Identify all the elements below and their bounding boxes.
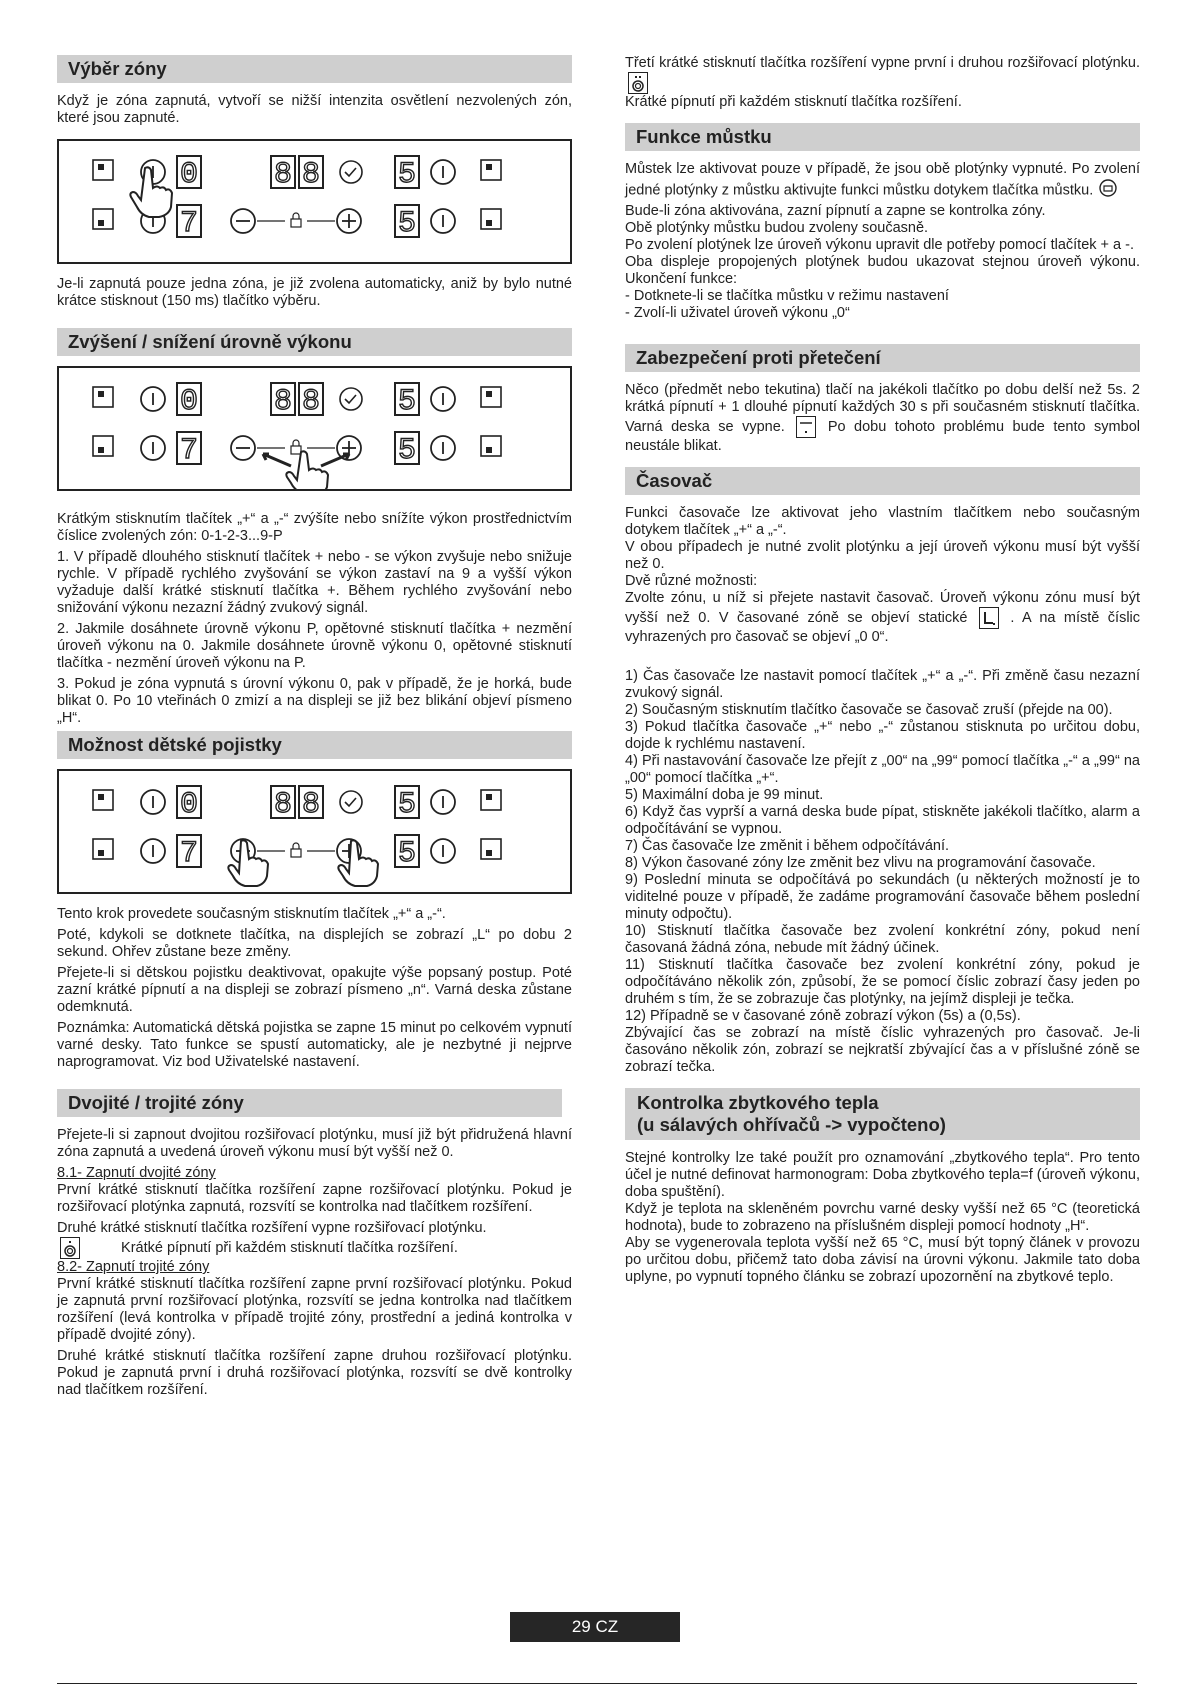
beep-text: Krátké pípnutí při každém stisknutí tlačítka rozšíření. [121,1239,458,1256]
power-digit-top: 0 [179,385,199,419]
timer-digit-1: 8 [273,158,293,192]
extension-zone-icon [628,72,648,94]
paragraph: Krátkým stisknutím tlačítek „+“ a „-“ zvýšíte nebo snížíte výkon prostřednictvím číslice zvolených zón: 0-1-2-3...9-P [57,511,572,544]
timer-digit-2: 8 [301,385,321,419]
section-title-bridge: Funkce můstku [625,123,1140,151]
list-item: 7) Čas časovače lze změnit i během odpočítávání. [625,838,949,854]
panel-svg-2 [59,368,570,489]
hand-pointer-icon [130,167,172,217]
paragraph: Oba displeje propojených plotýnek budou ukazovat stejnou úroveň výkonu. Ukončení funkce: [625,254,1140,287]
power-digit-bottom: 7 [179,434,199,468]
paragraph: Přejete-li si zapnout dvojitou rozšiřovací plotýnku, musí již být přidružená hlavní zóna zapnutá a uvedená úroveň výkonu musí být vyšší než 0. [57,1127,572,1160]
paragraph: Po zvolení plotýnek lze úroveň výkonu upravit dle potřeby pomocí tlačítek + a -. [625,237,1134,253]
power-digit-top: 0 [179,158,199,192]
paragraph: 2. Jakmile dosáhnete úrovně výkonu P, opětovné stisknutí tlačítka + nezmění úroveň výkonu na 0. Jakmile dosáhnete úrovně výkonu 0, opětovné stisknutí tlačítka - nezmění úroveň výkonu na P. [57,621,572,671]
list-item: 5) Maximální doba je 99 minut. [625,787,824,803]
power-digit-right-top: 5 [397,385,417,419]
paragraph: Druhé krátké stisknutí tlačítka rozšíření zapne druhou rozšiřovací plotýnku. Pokud je zapnutá první i druhá rozšiřovací plotýnka, rozsvítí se dvě kontrolky nad tlačítkem rozšíření. [57,1348,572,1398]
indicator-dot [486,794,492,800]
paragraph-text: Třetí krátké stisknutí tlačítka rozšíření vypne první i druhou rozšiřovací plotýnku. [625,55,1140,71]
list-item: 2) Současným stisknutím tlačítko časovače se časovač zruší (přejde na 00). [625,702,1113,718]
paragraph: Tento krok provedete současným stisknutím tlačítek „+“ a „-“. [57,906,446,922]
section-title-dual-zones: Dvojité / trojité zóny [57,1089,562,1117]
paragraph: Dvě různé možnosti: [625,573,758,589]
section-title-zone-select: Výběr zóny [57,55,572,83]
paragraph: Obě plotýnky můstku budou zvoleny současně. [625,220,929,236]
section-title-timer: Časovač [625,467,1140,495]
indicator-dot [98,220,104,226]
paragraph [625,590,1140,646]
power-digit-top: 0 [179,788,199,822]
paragraph: Stejné kontrolky lze také použít pro oznamování „zbytkového tepla“. Pro tento účel je nutné definovat harmonogram: Doba zbytkového tepla=f (úroveň výkonu, doba spuštění). [625,1150,1140,1200]
paragraph-text: . A na místě číslic vyhrazených pro časovač se objeví „0 0“. [625,609,1141,645]
power-digit-right-bottom: 5 [397,434,417,468]
title-line: (u sálavých ohřívačů -> vypočteno) [637,1114,946,1135]
list-item: 6) Když čas vyprší a varná deska bude pípat, stiskněte jakékoli tlačítko, alarm a odpočítávání se vypnou. [625,804,1140,837]
control-panel-diagram-2 [57,366,572,491]
timer-digit-2: 8 [301,788,321,822]
indicator-dot [98,164,104,170]
right-column [625,55,1140,1286]
panel-graphic [93,383,501,468]
subheading: 8.2- Zapnutí trojité zóny [57,1259,210,1275]
list-item: - Dotknete-li se tlačítka můstku v režimu nastavení [625,288,949,304]
paragraph-text: Můstek lze aktivovat pouze v případě, že jsou obě plotýnky vypnuté. Po zvolení jedné plotýnky z můstku aktivujte funkci můstku dotykem tlačítka můstku. [625,161,1140,199]
power-digit-bottom: 7 [179,837,199,871]
power-digit-right-bottom: 5 [397,837,417,871]
paragraph: Poté, kdykoli se dotknete tlačítka, na displejích se zobrazí „L“ po dobu 2 sekund. Ohřev zůstane beze změny. [57,927,572,960]
paragraph: Aby se vygenerovala teplota vyšší než 65 °C, musí být topný článek v provozu po určitou dobu, přičemž tato doba závisí na úrovni výkonu. Jakmile tato doba uplyne, po vypnutí topného článku se zobrazí upozornění na zbytkové teplo. [625,1235,1140,1285]
section-title-power-level: Zvýšení / snížení úrovně výkonu [57,328,572,356]
section-title-overflow: Zabezpečení proti přetečení [625,344,1140,372]
paragraph: První krátké stisknutí tlačítka rozšíření zapne první rozšiřovací plotýnku. Pokud je zapnutá první rozšiřovací plotýnka, rozsvítí se jedna kontrolka nad tlačítkem rozšíření (levá kontrolka v případě trojité zóny, prostřední a jediná kontrolka v případě dvojité zóny). [57,1276,572,1343]
paragraph: 1. V případě dlouhého stisknutí tlačítek + nebo - se výkon zvyšuje nebo snižuje rychle. V případě rychlého zvyšování se výkon zastaví na 9 a vyšší výkon vyžaduje další krátké stisknutí tlačítka +. Během rychlého zvyšování nebo snižování výkonu nezazní žádný zvukový signál. [57,549,572,616]
paragraph: Krátké pípnutí při každém stisknutí tlačítka rozšíření. [625,94,962,110]
timer-zone-symbol-icon [979,607,999,629]
paragraph: Funkci časovače lze aktivovat jeho vlastním tlačítkem nebo současným dotykem tlačítek „+“ a „-“. [625,505,1140,538]
list-item: - Zvolí-li uživatel úroveň výkonu „0“ [625,305,850,321]
title-line: Kontrolka zbytkového tepla [637,1092,879,1113]
overflow-symbol-icon [796,416,816,438]
indicator-dot [98,794,104,800]
paragraph-text: Po dobu tohoto problému bude tento symbol neustále blikat. [625,418,1140,454]
paragraph [625,55,1140,94]
timer-digit-1: 8 [273,788,293,822]
list-item: 8) Výkon časované zóny lze změnit bez vlivu na programování časovače. [625,855,1096,871]
arrow-left-icon [263,454,291,466]
bridge-icon [1097,178,1119,203]
paragraph-text: Něco (předmět nebo tekutina) tlačí na jakékoli tlačítko po dobu delší než 5s. 2 krátká pípnutí + 1 dlouhé pípnutí každých 30 s při současném stisknutí tlačítka. Varná deska se vypne. [625,382,1140,435]
paragraph: Druhé krátké stisknutí tlačítka rozšíření vypne rozšiřovací plotýnku. [57,1220,487,1236]
panel-graphic [93,786,501,871]
paragraph: První krátké stisknutí tlačítka rozšíření zapne rozšiřovací plotýnku. Pokud je rozšiřovací plotýnka zapnutá, rozsvítí se kontrolka nad tlačítkem rozšíření. [57,1182,572,1215]
lock-icon [291,446,301,454]
subheading: 8.1- Zapnutí dvojité zóny [57,1165,216,1181]
paragraph: Poznámka: Automatická dětská pojistka se zapne 15 minut po celkovém vypnutí varné desky. Tato funkce se spustí automaticky, ale je nezbytné ji nejprve naprogramovat. Viz bod Uživatelské nastavení. [57,1020,572,1070]
paragraph [625,161,1140,203]
power-digit-right-bottom: 5 [397,207,417,241]
panel-svg-3 [59,771,570,892]
indicator-dot [486,850,492,856]
section-title-child-lock: Možnost dětské pojistky [57,731,572,759]
indicator-dot [486,447,492,453]
indicator-dot [98,447,104,453]
paragraph: 3. Pokud je zóna vypnutá s úrovní výkonu 0, pak v případě, že je horká, bude blikat 0. Po 10 vteřinách 0 zmizí a na displeji se již bez blikání objeví písmeno „H“. [57,676,572,726]
list-item: 1) Čas časovače lze nastavit pomocí tlačítek „+“ a „-“. Při změně času nezazní zvukový signál. [625,668,1140,701]
timer-icon [340,791,362,813]
timer-icon [340,388,362,410]
power-digit-right-top: 5 [397,158,417,192]
power-digit-bottom: 7 [179,207,199,241]
list-item: 9) Poslední minuta se odpočítává po sekundách (u některých možností je to viditelné pouze v případě, že zadáme programování časovače během poslední minuty odpočtu). [625,872,1140,922]
section-title-residual-heat [625,1088,1140,1140]
control-panel-diagram-3 [57,769,572,894]
paragraph: Je-li zapnutá pouze jedna zóna, je již zvolena automaticky, aniž by bylo nutné krátce stisknout (150 ms) tlačítko výběru. [57,276,572,309]
page-number: 29 CZ [510,1612,680,1642]
timer-digit-2: 8 [301,158,321,192]
list-item: 10) Stisknutí tlačítka časovače bez zvolení konkrétní zóny, pokud není časovaná žádná zóna, nebude mít žádný účinek. [625,923,1140,956]
paragraph-text: Zvolte zónu, u níž si přejete nastavit časovač. Úroveň výkonu zónu musí být vyšší než 0. V časované zóně se objeví statické [625,590,1140,626]
list-item: 11) Stisknutí tlačítka časovače bez zvolení konkrétní zóny, pokud je odpočítáváno několik zón, způsobí, že se pomocí číslic zobrazí časy jeden po druhém s tím, že se zobrazuje čas plotýnky, na jejímž displeji je tečka. [625,957,1140,1007]
list-item: 3) Pokud tlačítka časovače „+“ nebo „-“ zůstanou stisknuta po určitou dobu, dojde k rychlému nastavení. [625,719,1140,752]
left-column [57,55,572,1403]
timer-icon [340,161,362,183]
indicator-dot [98,391,104,397]
timer-digit-1: 8 [273,385,293,419]
paragraph [625,382,1140,455]
paragraph: Když je zóna zapnutá, vytvoří se nižší intenzita osvětlení nezvolených zón, které jsou zapnuté. [57,93,572,126]
extension-zone-icon [60,1237,80,1259]
indicator-dot [486,164,492,170]
panel-svg-1 [59,141,570,262]
power-digit-right-top: 5 [397,788,417,822]
lock-icon [291,849,301,857]
indicator-dot [486,391,492,397]
paragraph: Když je teplota na skleněném povrchu varné desky vyšší než 65 °C (teoretická hodnota), bude to zobrazeno na příslušném displeji pomocí hodnoty „H“. [625,1201,1140,1234]
paragraph: Přejete-li si dětskou pojistku deaktivovat, opakujte výše popsaný postup. Poté zazní krátké pípnutí a na displeji se zobrazí písmeno „n“. Varná deska zůstane odemknutá. [57,965,572,1015]
hand-pointer-icon [286,451,328,489]
list-item: 4) Při nastavování časovače lze přejít z „00“ na „99“ pomocí tlačítka „-“ a „99“ na „00“ pomocí tlačítka „+“. [625,753,1140,786]
list-item: 12) Případně se v časované zóně zobrazí výkon (5s) a (0,5s). [625,1008,1021,1024]
beep-line [57,1237,572,1259]
paragraph: V obou případech je nutné zvolit plotýnku a její úroveň výkonu musí být vyšší než 0. [625,539,1140,572]
paragraph: Bude-li zóna aktivována, zazní pípnutí a zapne se kontrolka zóny. [625,203,1046,219]
lock-icon [291,219,301,227]
indicator-dot [486,220,492,226]
indicator-dot [98,850,104,856]
paragraph: Zbývající čas se zobrazí na místě číslic vyhrazených pro časovač. Je-li časováno několik zón, zobrazí se nejkratší zbývající čas a v příslušné zóně se zobrazí tečka. [625,1025,1140,1075]
control-panel-diagram-1 [57,139,572,264]
